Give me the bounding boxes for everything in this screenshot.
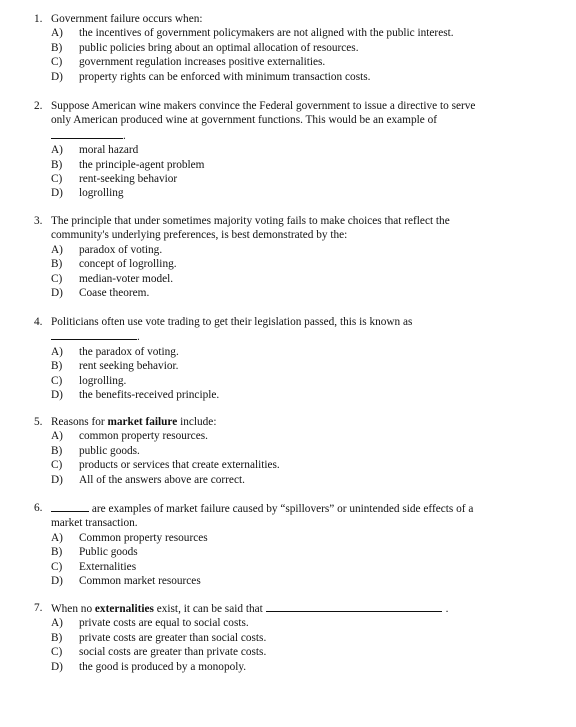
question-number: 7. (34, 602, 43, 614)
question-number: 1. (34, 13, 43, 25)
question-text: Reasons for market failure include: (51, 416, 217, 428)
question-3 (34, 214, 534, 300)
options-list (51, 26, 534, 84)
question-2 (34, 99, 534, 201)
answer-blank: . (34, 329, 534, 344)
question-number: 3. (34, 215, 43, 227)
option-d: D) the good is produced by a monopoly. (51, 660, 247, 673)
question-number: 5. (34, 416, 43, 428)
question-text-line-1: The principle that under sometimes majority voting fails to make choices that reflect the (51, 215, 450, 227)
option-a: A) common property resources. (51, 430, 208, 443)
option-b: B) concept of logrolling. (51, 258, 177, 271)
option-c: C) rent-seeking behavior (51, 173, 178, 186)
option-c: C) logrolling. (51, 374, 127, 387)
question-text-line-2: community's underlying preferences, is best demonstrated by the: (51, 229, 348, 242)
option-d: D) property rights can be enforced with minimum transaction costs. (51, 70, 371, 83)
options-list (51, 345, 534, 403)
option-d: D) Coase theorem. (51, 287, 150, 300)
question-text-line-2: only American produced wine at government functions. This would be an example of (51, 114, 437, 127)
options-list (51, 143, 534, 201)
option-b: B) Public goods (51, 546, 138, 559)
option-b: B) public goods. (51, 444, 140, 457)
question-text: Politicians often use vote trading to get their legislation passed, this is known as (51, 316, 413, 328)
options-list (51, 616, 534, 674)
option-a: A) private costs are equal to social costs. (51, 617, 249, 630)
question-text-line-1: Suppose American wine makers convince the Federal government to issue a directive to serve (51, 100, 476, 112)
blank-line (51, 329, 137, 340)
question-number: 2. (34, 100, 43, 112)
question-text: Government failure occurs when: (51, 13, 203, 25)
bold-term: market failure (107, 416, 178, 428)
option-b: B) public policies bring about an optimal allocation of resources. (51, 41, 359, 54)
question-number: 6. (34, 502, 43, 514)
question-1 (34, 12, 534, 84)
option-a: A) paradox of voting. (51, 243, 163, 256)
question-5 (34, 415, 534, 487)
option-d: D) logrolling (51, 187, 124, 200)
options-list (51, 531, 534, 589)
question-text: When no externalities exist, it can be said that . (51, 603, 449, 615)
question-number: 4. (34, 316, 43, 328)
option-c: C) Externalities (51, 560, 137, 573)
answer-blank: . (34, 128, 534, 143)
blank-line (51, 501, 89, 512)
blank-line (266, 601, 442, 612)
option-c: C) products or services that create externalities. (51, 459, 280, 472)
question-6 (34, 501, 534, 588)
option-b: B) the principle-agent problem (51, 158, 205, 171)
option-a: A) moral hazard (51, 144, 139, 157)
option-c: C) social costs are greater than private costs. (51, 646, 267, 659)
option-a: A) the incentives of government policymakers are not aligned with the public interest. (51, 27, 454, 40)
question-text-line-2: market transaction. (51, 517, 138, 530)
option-d: D) All of the answers above are correct. (51, 473, 245, 486)
option-a: A) the paradox of voting. (51, 345, 179, 358)
bold-term: externalities (94, 603, 154, 615)
question-text-line-1: are examples of market failure caused by “spillovers” or unintended side effects of a (51, 501, 473, 516)
option-b: B) rent seeking behavior. (51, 360, 179, 373)
question-4 (34, 315, 534, 402)
option-d: D) the benefits-received principle. (51, 389, 220, 402)
option-c: C) government regulation increases positive externalities. (51, 56, 326, 69)
option-b: B) private costs are greater than social costs. (51, 631, 267, 644)
options-list (51, 243, 534, 301)
blank-line (51, 128, 123, 139)
option-d: D) Common market resources (51, 575, 201, 588)
question-7 (34, 601, 534, 674)
option-a: A) Common property resources (51, 531, 208, 544)
option-c: C) median-voter model. (51, 272, 174, 285)
options-list (51, 429, 534, 487)
